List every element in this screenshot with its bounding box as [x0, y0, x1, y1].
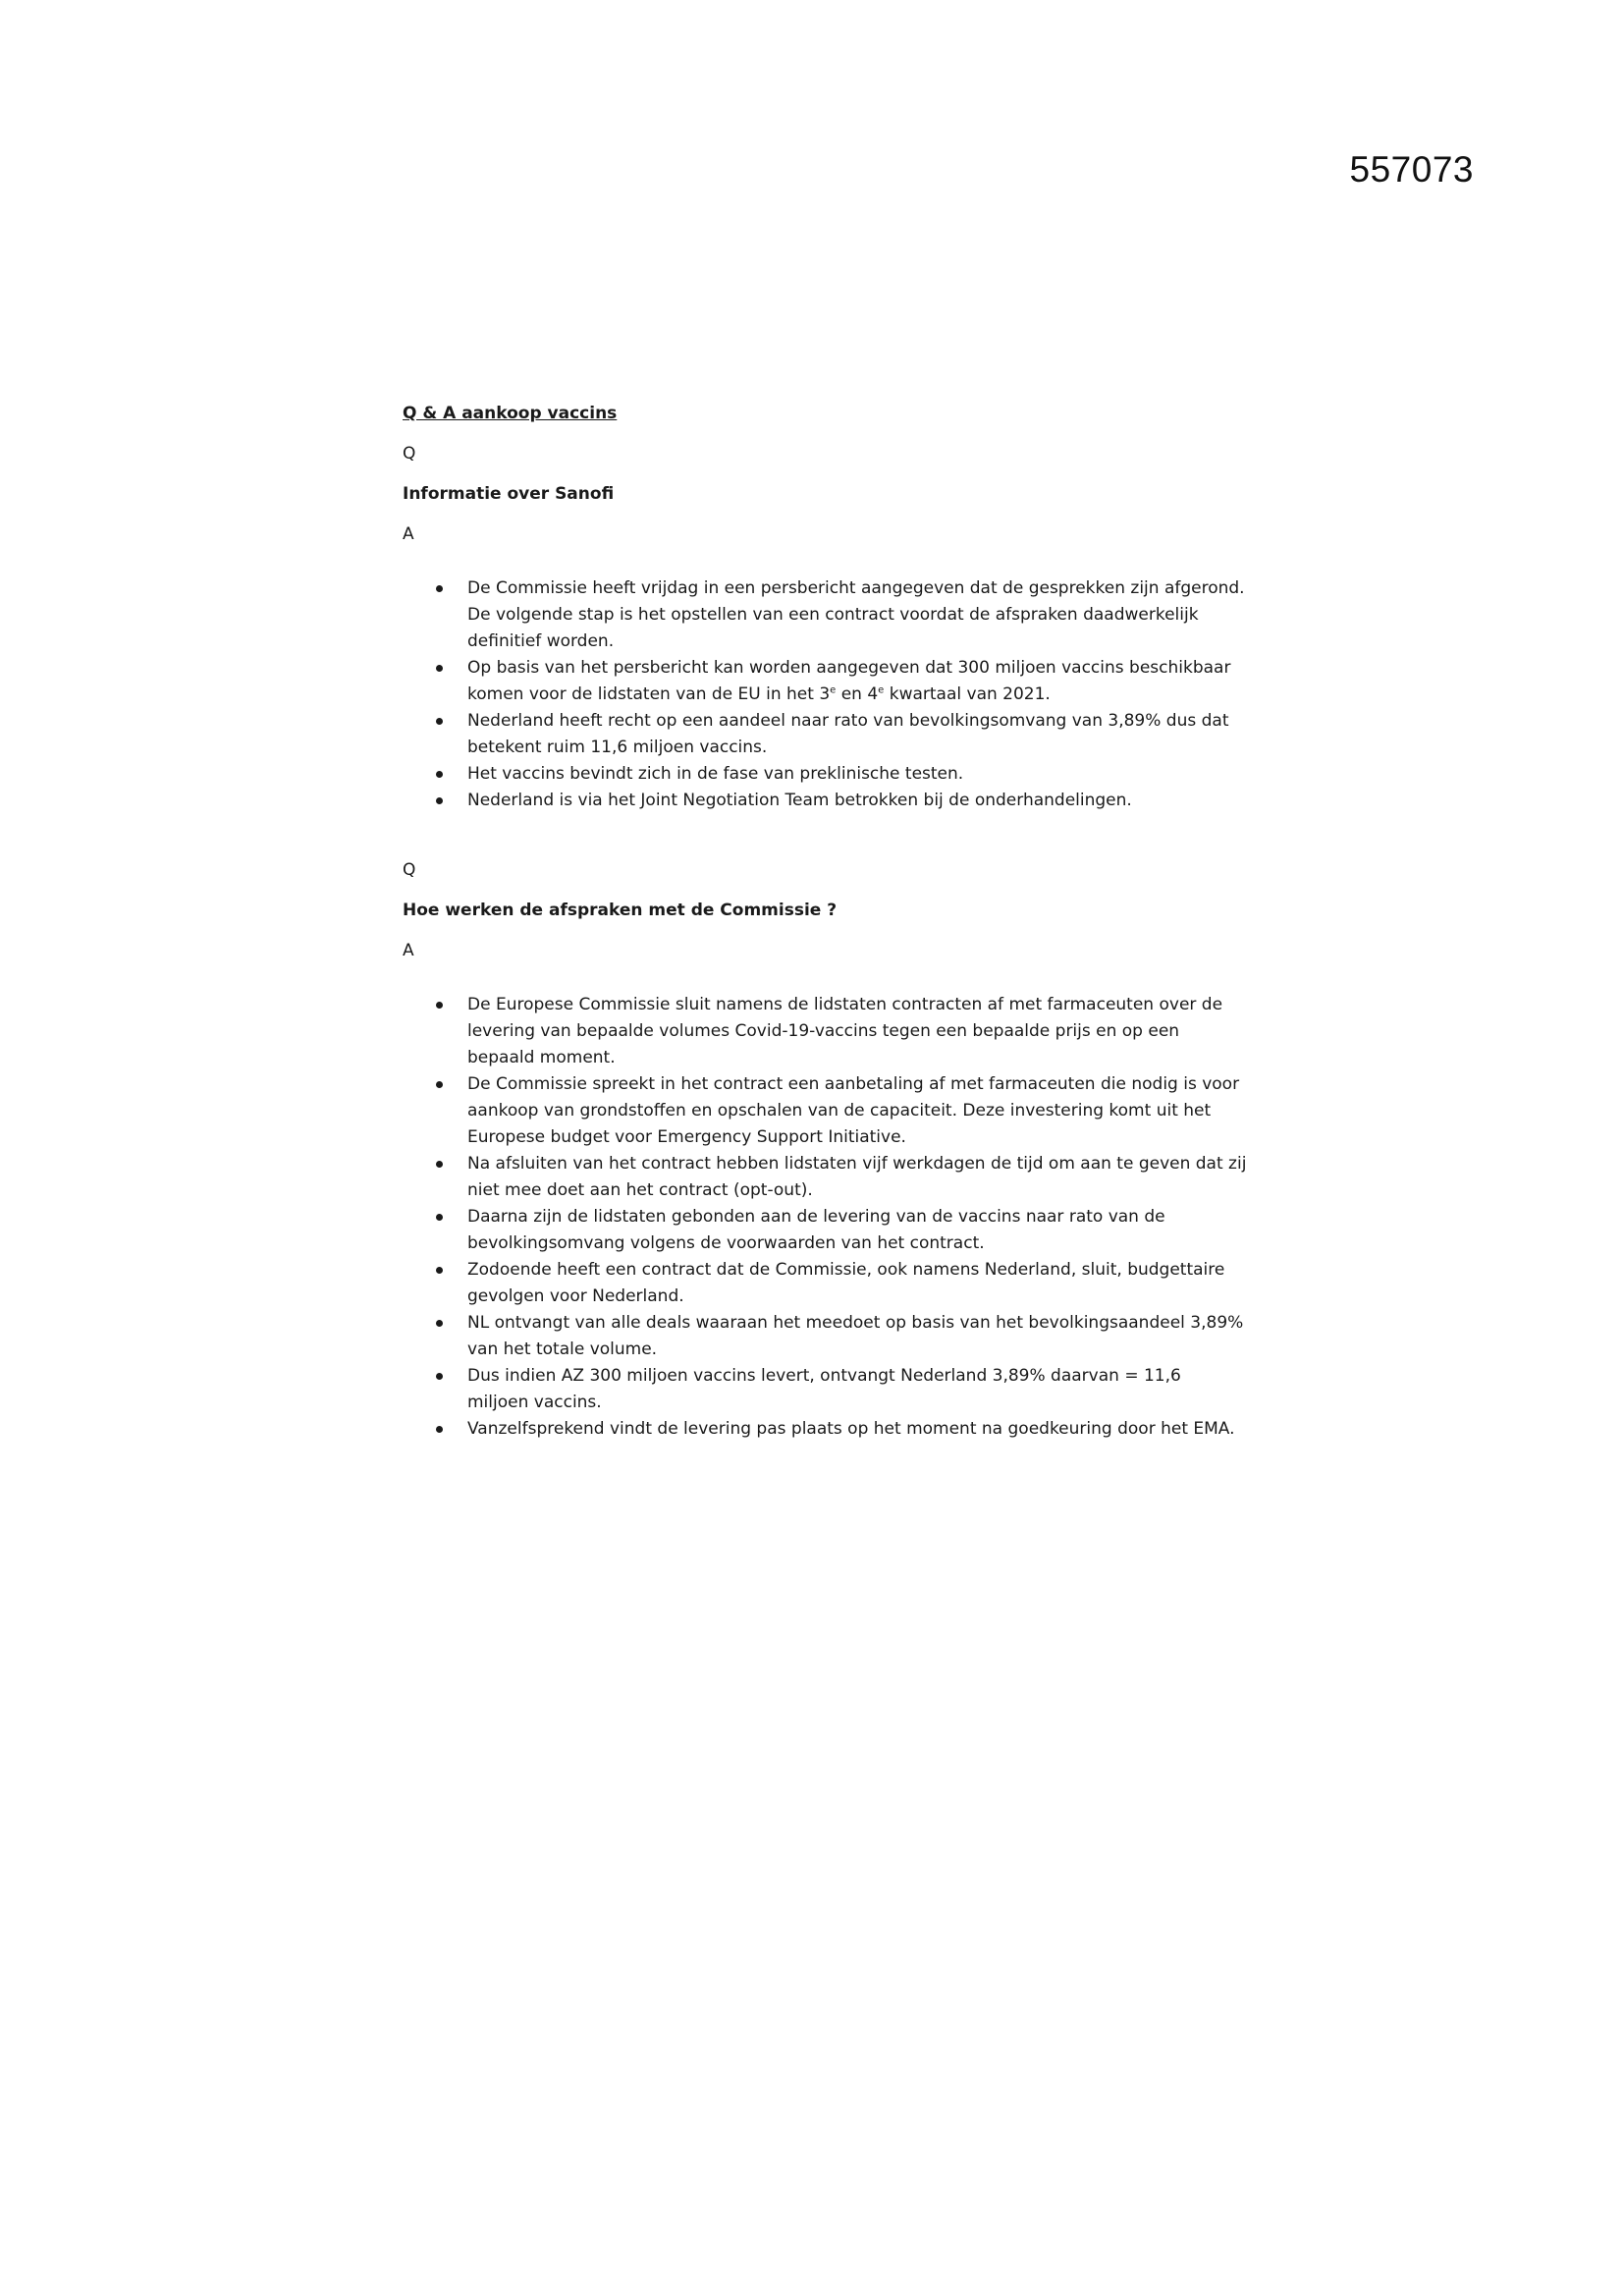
bullet-icon: [436, 665, 443, 672]
answer-marker: A: [403, 524, 414, 544]
question-heading: Informatie over Sanofi: [403, 484, 615, 504]
question-marker: Q: [403, 444, 416, 464]
list-item: [467, 1257, 1247, 1310]
list-item: [467, 708, 1247, 761]
list-item-text: De Europese Commissie sluit namens de lidstaten contracten af met farmaceuten over de levering van bepaalde volumes Covid-19-vaccins tegen een bepaalde prijs en op een bepaald moment.: [467, 995, 1223, 1067]
list-item: [467, 992, 1247, 1071]
bullet-icon: [436, 1426, 443, 1433]
document-number: 557073: [1349, 149, 1474, 190]
ordinal-superscript: e: [878, 684, 885, 696]
bullet-icon: [436, 1320, 443, 1327]
bullet-icon: [436, 1081, 443, 1088]
list-item: [467, 761, 1247, 788]
bullet-icon: [436, 1373, 443, 1380]
list-item: [467, 1363, 1247, 1416]
list-item: [467, 1071, 1247, 1151]
list-item: [467, 1310, 1247, 1363]
bullet-icon: [436, 1161, 443, 1168]
ordinal-superscript: e: [830, 684, 837, 696]
list-item: [467, 1204, 1247, 1257]
list-item: [467, 1151, 1247, 1204]
answer-list: [403, 575, 1247, 814]
bullet-icon: [436, 1002, 443, 1009]
list-item-text: Nederland is via het Joint Negotiation Team betrokken bij de onderhandelingen.: [467, 791, 1132, 810]
bullet-icon: [436, 797, 443, 804]
bullet-icon: [436, 1267, 443, 1274]
question-heading: Hoe werken de afspraken met de Commissie ?: [403, 901, 838, 920]
list-item-text: De Commissie spreekt in het contract een aanbetaling af met farmaceuten die nodig is voor aankoop van grondstoffen en opschalen van de capaciteit. Deze investering komt uit het Europese budget voor Emergency Support Initiative.: [467, 1074, 1240, 1147]
list-item-text: NL ontvangt van alle deals waaraan het meedoet op basis van het bevolkingsaandeel 3,89% van het totale volume.: [467, 1313, 1244, 1359]
list-item: [467, 655, 1247, 708]
question-marker: Q: [403, 860, 416, 880]
qa-section-1: [403, 441, 1247, 814]
list-item-text: Na afsluiten van het contract hebben lidstaten vijf werkdagen de tijd om aan te geven dat zij niet mee doet aan het contract (opt-out).: [467, 1154, 1247, 1200]
answer-marker: A: [403, 941, 414, 960]
list-item-text: Op basis van het persbericht kan worden aangegeven dat 300 miljoen vaccins beschikbaar komen voor de lidstaten van de EU in het 3e en 4e kwartaal van 2021.: [467, 658, 1231, 704]
document-title: Q & A aankoop vaccins: [403, 404, 618, 423]
bullet-icon: [436, 771, 443, 778]
list-item-text: Daarna zijn de lidstaten gebonden aan de levering van de vaccins naar rato van de bevolkingsomvang volgens de voorwaarden van het contract.: [467, 1207, 1165, 1253]
list-item: [467, 788, 1247, 814]
list-item-text: Het vaccins bevindt zich in de fase van preklinische testen.: [467, 764, 964, 784]
list-item-text: Zodoende heeft een contract dat de Commissie, ook namens Nederland, sluit, budgettaire gevolgen voor Nederland.: [467, 1260, 1225, 1306]
list-item-text: Nederland heeft recht op een aandeel naar rato van bevolkingsomvang van 3,89% dus dat betekent ruim 11,6 miljoen vaccins.: [467, 711, 1229, 757]
answer-list: [403, 992, 1247, 1443]
list-item: [467, 575, 1247, 655]
list-item: [467, 1416, 1247, 1443]
bullet-icon: [436, 718, 443, 725]
qa-section-2: [403, 857, 1247, 1443]
bullet-icon: [436, 1214, 443, 1221]
bullet-icon: [436, 585, 443, 592]
list-item-text: De Commissie heeft vrijdag in een persbericht aangegeven dat de gesprekken zijn afgerond. De volgende stap is het opstellen van een contract voordat de afspraken daadwerkelijk definitief worden.: [467, 578, 1245, 651]
document-body: [403, 401, 1247, 1443]
list-item-text: Vanzelfsprekend vindt de levering pas plaats op het moment na goedkeuring door het EMA.: [467, 1419, 1235, 1439]
list-item-text: Dus indien AZ 300 miljoen vaccins levert, ontvangt Nederland 3,89% daarvan = 11,6 miljoen vaccins.: [467, 1366, 1181, 1412]
